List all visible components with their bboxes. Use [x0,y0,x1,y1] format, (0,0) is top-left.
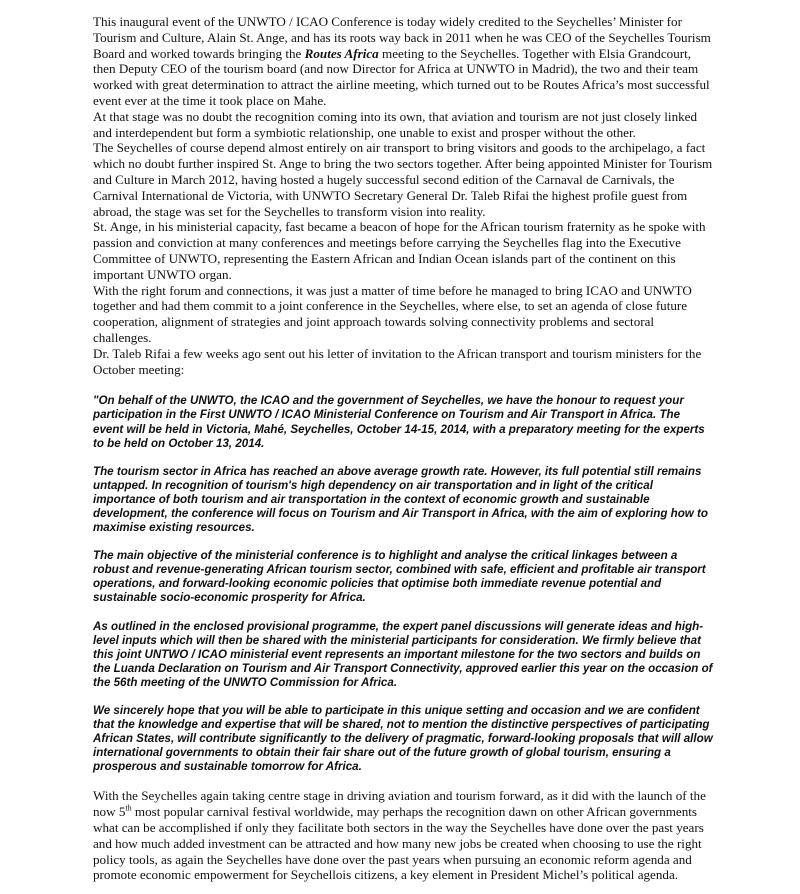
ordinal-suffix: th [125,803,132,813]
document-page [93,14,713,883]
quote-paragraph-4: As outlined in the enclosed provisional programme, the expert panel discussions will generate ideas and high-level inputs which will then be shared with the ministerial participants for consideration. We firmly believe that this joint UNTWO / ICAO ministerial event represents an important milestone for the two sectors and builds on the Luanda Declaration on Tourism and Air Transport Connectivity, approved earlier this year on the occasion of the 56th meeting of the UNWTO Commission for Africa. [93,619,713,689]
routes-africa-emphasis: Routes Africa [304,45,379,61]
quote-paragraph-1: "On behalf of the UNWTO, the ICAO and the government of Seychelles, we have the honour to request your participation in the First UNWTO / ICAO Ministerial Conference on Tourism and Air Transport in Africa. The event will be held in Victoria, Mahé, Seychelles, October 14-15, 2014, with a preparatory meeting for the experts to be held on October 13, 2014. [93,394,705,450]
invitation-quote [93,394,713,774]
quote-paragraph-5: We sincerely hope that you will be able to participate in this unique setting and occasion and we are confident that the knowledge and expertise that will be shared, not to mention the distinctive perspectives of participating African States, will contribute significantly to the delivery of pragmatic, forward-looking proposals that will allow international governments to obtain their fair share out of the future growth of global tourism, ensuring a prosperous and sustainable tomorrow for Africa. [93,704,713,774]
intro-paragraph-5: With the right forum and connections, it was just a matter of time before he managed to bring ICAO and UNWTO together and had them commit to a joint conference in the Seychelles, where else, to set an agenda of close future cooperation, alignment of strategies and joint approach towards solving connectivity problems and sectoral challenges. [93,282,692,345]
intro-paragraph-4: St. Ange, in his ministerial capacity, fast became a beacon of hope for the African tourism fraternity as he spoke with passion and conviction at many conferences and meetings before carrying the Seychelles flag into the Executive Committee of UNWTO, representing the Eastern African and Indian Ocean islands part of the continent on this important UNWTO organ. [93,219,706,282]
intro-paragraph-6: Dr. Taleb Rifai a few weeks ago sent out his letter of invitation to the African transport and tourism ministers for the October meeting: [93,345,702,377]
intro-p1-start: This inaugural event of the UNWTO / ICAO Conference is today widely credited to the Seychelles’ Minister for Tourism and Culture, Alain St. Ange, and has its roots way back in 2011 when he was CEO of the Seychelles Tourism Board and worked towards bringing the [93,14,711,61]
closing-section [93,788,713,883]
intro-paragraph-1 [93,14,713,109]
closing-start: With the Seychelles again taking centre stage in driving aviation and tourism forward, as it did with the launch of the now 5 [93,788,706,820]
intro-paragraph-3: The Seychelles of course depend almost entirely on air transport to bring visitors and goods to the archipelago, a fact which no doubt further inspired St. Ange to bring the two sectors together. After being appointed Minister for Tourism and Culture in March 2012, having hosted a hugely successful second edition of the Carnaval de Carnivals, the Carnival International de Victoria, with UNWTO Secretary General Dr. Taleb Rifai the highest profile guest from abroad, the stage was set for the Seychelles to transform vision into reality. [93,140,713,219]
closing-end: most popular carnival festival worldwide, may perhaps the recognition dawn on other African governments what can be accomplished if only they facilitate both sectors in the way the Seychelles have done over the past years and how much added investment can be attracted and how many new jobs be created when choosing to use the right policy tools, as again the Seychelles have done over the past years when pursuing an economic reform agenda and promote economic empowerment for Seychellois citizens, a key element in President Michel’s political agenda. [93,804,704,883]
intro-paragraph-2: At that stage was no doubt the recognition coming into its own, that aviation and tourism are not just closely linked and interdependent but form a symbiotic relationship, one unable to exist and prosper without the other. [93,108,698,140]
intro-section [93,14,713,377]
closing-paragraph [93,788,713,883]
quote-paragraph-3: The main objective of the ministerial conference is to highlight and analyse the critical linkages between a robust and revenue-generating African tourism sector, combined with safe, efficient and profitable air transport operations, and forward-looking economic policies that optimise both immediate revenue potential and sustainable socio-economic prosperity for Africa. [93,549,706,605]
quote-paragraph-2: The tourism sector in Africa has reached an above average growth rate. However, its full potential still remains untapped. In recognition of tourism's high dependency on air transportation and in light of the critical importance of both tourism and air transportation in the context of economic growth and sustainable development, the conference will focus on Tourism and Air Transport in Africa, with the aim of exploring how to maximise existing resources. [93,464,708,535]
intro-p1-end: meeting to the Seychelles. Together with Elsia Grandcourt, then Deputy CEO of the tourism board (and now Director for Africa at UNWTO in Madrid), the two and their team worked with great determination to attract the airline meeting, which turned out to be Routes Africa’s most successful event ever at the time it took place on Mahe. [93,45,710,108]
